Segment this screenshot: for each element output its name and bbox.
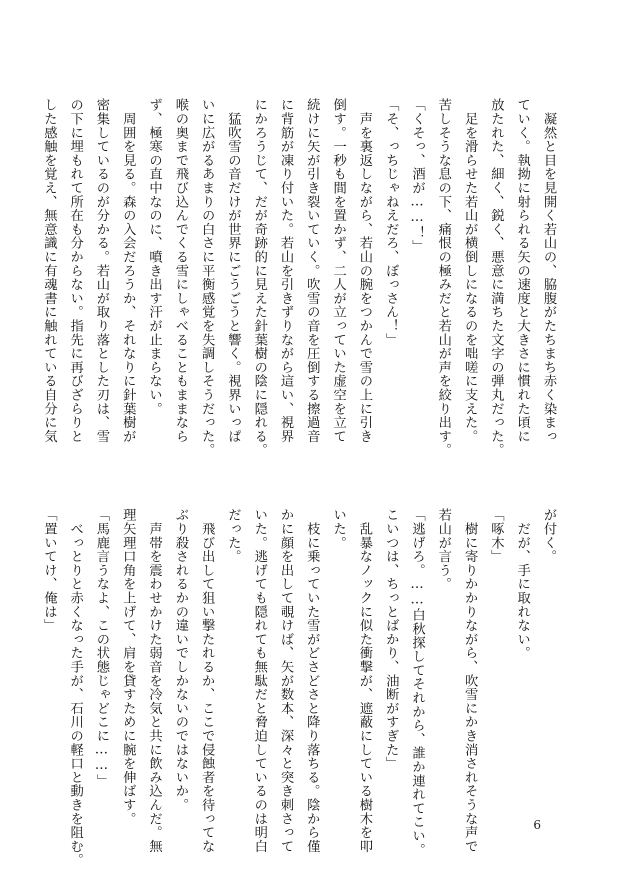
text-line: が付く。	[541, 508, 556, 564]
text-line: に背筋が凍り付いた。若山を引きずりながら這い、視界	[278, 98, 294, 443]
text-line: 飛び出して狙い撃たれるか、ここで侵蝕者を待ってな	[199, 508, 215, 853]
page-number: 6	[533, 818, 541, 832]
text-line: 喉の奥まで飛び込んでくる雪にしゃべることもままなら	[172, 98, 188, 443]
text-line: 声を裏返しながら、若山の腕をつかんで雪の上に引き	[356, 98, 372, 443]
text-line: 「啄木」	[488, 508, 504, 564]
text-line: ず、極寒の直中なのに、噴き出す汗が止まらない。	[146, 98, 162, 416]
text-line: 「くそっ、酒が……！」	[409, 98, 425, 254]
text-line: ていく。執拗に射られる矢の速度と大きさに慣れた頃に	[514, 98, 530, 443]
text-line: 続けに矢が引き裂いていく。吹雪の音を圧倒する擦過音	[304, 98, 320, 443]
text-line: 凝然と目を見開く若山の、脇腹がたちまち赤く染まっ	[541, 98, 556, 443]
text-line: 若山が言う。	[435, 508, 451, 591]
text-line: 理矢理口角を上げて、肩を貸すために腕を伸ばす。	[120, 508, 136, 826]
text-line: 枝に乗っていた雪がどさどさと降り落ちる。陰から僅	[304, 508, 320, 853]
text-line: だった。	[225, 508, 241, 564]
text-line: だが、手に取れない。	[514, 508, 530, 660]
text-line: 放たれた、細く、鋭く、悪意に満ちた文字の弾丸だった。	[488, 98, 504, 457]
text-line: 苦しそうな息の下、痛恨の極みだと若山が声を絞り出す。	[435, 98, 451, 457]
text-line: こいつは、ちっとばかり、油断がすぎた」	[383, 508, 399, 771]
text-line: いに広がるあまりの白さに平衡感覚を失調しそうだった。	[199, 98, 215, 457]
text-line: いた。逃げても隠れても無駄だと脅迫しているのは明白	[251, 508, 267, 853]
text-line: 足を滑らせた若山が横倒しになるのを咄嗟に支えた。	[462, 98, 478, 443]
text-line: 倒す。一秒も間を置かず、二人が立っていた虚空を立て	[330, 98, 346, 443]
text-line: べっとりと赤くなった手が、石川の軽口と動きを阻む。	[67, 508, 83, 867]
text-line: 乱暴なノックに似た衝撃が、遮蔽にしている樹木を叩	[356, 508, 372, 853]
text-block-top	[41, 98, 561, 468]
text-line: ぶり殺されるかの違いでしかないのではないか。	[172, 508, 188, 812]
text-line: にかろうじて、だが奇跡的に見えた針葉樹の陰に隠れる。	[251, 98, 267, 457]
text-line: 周囲を見る。森の入会だろうか、それなりに針葉樹が	[120, 98, 136, 443]
text-line: 「置いてけ、俺は」	[41, 508, 57, 633]
text-line: 猛吹雪の音だけが世界にごうごうと響く。視界いっぱ	[225, 98, 241, 443]
text-line: 樹に寄りかかりながら、吹雪にかき消されそうな声で	[462, 508, 478, 853]
text-line: 「そ、っちじゃねえだろ、ぼっさん！」	[383, 98, 399, 347]
text-line: 「馬鹿言うなよ、この状態じゃどこに……」	[93, 508, 109, 788]
text-line: 「逃げろ。……白秋探してそれから、誰か連れてこい。	[409, 508, 425, 857]
text-block-bottom	[41, 508, 561, 878]
text-line: 声帯を震わせかけた弱音を冷気と共に飲み込んだ。無	[146, 508, 162, 853]
text-line: いた。	[330, 508, 346, 550]
text-line: 密集しているのが分かる。若山が取り落とした刃は、雪	[93, 98, 109, 443]
text-line: の下に埋もれて所在も分からない。指先に再びざらりと	[67, 98, 83, 443]
text-line: かに顔を出して覗けば、矢が数本、深々と突き刺さって	[278, 508, 294, 853]
text-line: した感触を覚え、無意識に有魂書に触れている自分に気	[41, 98, 57, 443]
